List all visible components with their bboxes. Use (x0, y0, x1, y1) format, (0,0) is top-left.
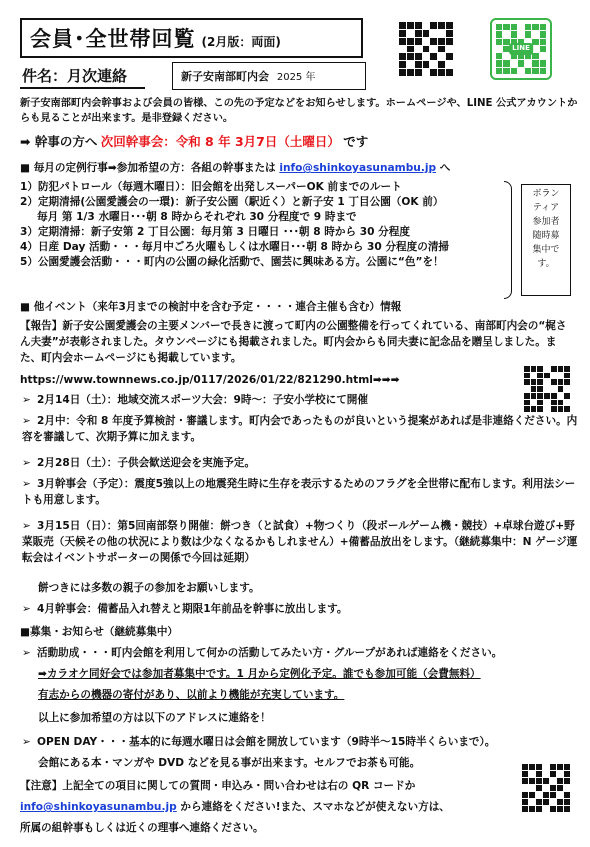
chevron-right-icon: ➢ (22, 647, 31, 659)
news-url[interactable]: https://www.townnews.co.jp/0117/2026/01/22/821290.html➡➡➡ (20, 374, 400, 386)
regular-item: 3）定期清掃：新子安第 2 丁目公園：毎月第 3 日曜日 ･･･朝 8 時から 30 分程度 (20, 226, 410, 239)
document-title: 会員･全世帯回覧 (30, 27, 196, 51)
regular-email-link[interactable]: info@shinkoyasunambu.jp (279, 162, 437, 174)
chevron-right-icon: ➢ (22, 603, 31, 615)
event-item: ➢ 3月15日（日）：第5回南部祭り開催：餅つき（と試食）+物つくり（段ボールゲーム機・競技）+卓球台遊び+野菜販売（天候その他の状況により数は少なくなるかもしれません）+備蓄品放出をします。（継続募集中：N ゲージ運転会はイベントサポーターの関係で今回は延期） (22, 520, 578, 564)
footer-note: 【注意】上記全ての項目に関しての質問・申込み・問い合わせは右の QR コードか (20, 780, 416, 792)
event-item: ➢ 2月中：令和 8 年度予算検討・審議します。町内会であったものが良いという提案があれば是非連絡ください。内容を審議して、次期予算に加えます。 (22, 415, 578, 443)
volunteer-line: 参加者 (532, 216, 560, 227)
recruit-heading: ■募集・お知らせ（継続募集中） (20, 626, 179, 638)
year-label: 2025 年 (276, 72, 316, 83)
regular-item: 2）定期清掃(公園愛護会の一環)：新子安公園（駅近く）と新子安 1 丁目公園（OK 前） (20, 196, 444, 209)
footer-contact (20, 800, 510, 815)
volunteer-line: 随時募 (532, 230, 560, 241)
contact-line: 以上に参加希望の方は以下のアドレスに連絡を！ (38, 712, 271, 724)
volunteer-line: ボラン (532, 189, 560, 199)
regular-item: 毎月 第 1/3 水曜日･･･朝 8 時からそれぞれ 30 分程度で 9 時まで (37, 211, 357, 224)
org-box (172, 62, 366, 90)
regular-item: 1）防犯パトロール（毎週木曜日）：旧会館を出発しスーパーOK 前までのルート (20, 181, 402, 193)
karaoke-notice-2: 有志からの機器の寄付があり、以前より機能が充実しています。 (38, 689, 345, 701)
volunteer-box (521, 184, 571, 296)
chevron-right-icon: ➢ (22, 457, 31, 469)
footer-note-2: から連絡をください!また、スマホなどが使えない方は、 (180, 801, 450, 813)
subject-line: 件名：月次連絡 (20, 65, 145, 89)
volunteer-line: ティア (532, 202, 560, 213)
chevron-right-icon: ➢ (22, 736, 31, 748)
regular-item: 5）公園愛護会活動・・・町内の公園の緑化活動で、園芸に興味ある方。公園に“色”を！ (20, 256, 444, 269)
meeting-prefix: ➡ 幹事の方へ (20, 134, 98, 149)
document-title-box (20, 18, 363, 58)
regular-item: 4）日産 Day 活動・・・毎月中ごろ火曜もしくは水曜日･･･朝 8 時から 30 分程度の清掃 (20, 241, 450, 254)
line-qr-code[interactable] (490, 18, 552, 80)
event-item: ➢ 2月28日（土）：子供会歓送迎会を実施予定。 (22, 456, 582, 471)
volunteer-line: す。 (537, 258, 555, 269)
edition-label: (2月版：両面) (201, 35, 281, 49)
event-item-note: 餅つきには多数の親子の参加をお願いします。 (38, 582, 260, 594)
meeting-notice (20, 133, 580, 151)
chevron-right-icon: ➢ (22, 478, 31, 490)
event-item: ➢ 2月14日（土）：地域交流スポーツ大会：9時～：子安小学校にて開催 (22, 393, 522, 408)
recruit-item: ➢ 活動助成・・・町内会館を利用して何かの活動してみたい方・グループがあれば連絡をください。 (22, 646, 582, 661)
regular-heading (20, 161, 580, 176)
chevron-right-icon: ➢ (22, 394, 31, 406)
brace-decoration (504, 181, 512, 299)
event-item: ➢ 4月幹事会：備蓄品入れ替えと期限1年前品を幹事に放出します。 (22, 602, 582, 617)
event-item: ➢ 3月幹事会（予定）：震度5強以上の地震発生時に生存を表示するためのフラグを全世帯に配布します。利用法シートも用意します。 (22, 478, 576, 506)
news-qr-code[interactable] (520, 362, 574, 416)
contact-qr-code[interactable] (518, 760, 574, 816)
volunteer-line: 集中で (532, 244, 560, 255)
openday-item: ➢ OPEN DAY・・・基本的に毎週水曜日は会館を開放しています（9時半～15時半くらいまで）。 (22, 735, 582, 750)
regular-heading-text: ■ 毎月の定例行事➡参加希望の方：各組の幹事または (20, 162, 276, 174)
karaoke-notice: ➡カラオケ同好会では参加者募集中です。1 月から定例化予定。誰でも参加可能（会費無料） (38, 668, 481, 680)
report-text: 【報告】新子安公園愛護会の主要メンバーで長きに渡って町内の公園整備を行ってくれている、南部町内会の“梶さん夫妻”が表彰されました。タウンページにも掲載されました。町内会からも同夫妻に記念品を贈呈しました。また、町内会ホームページにも掲載しています。 (20, 320, 567, 365)
intro-text: 新子安南部町内会幹事および会員の皆様、この先の予定などをお知らせします。ホームページや、LINE 公式アカウントからも見ることが出来ます。是非登録ください。 (20, 98, 578, 125)
org-name: 新子安南部町内会 (181, 70, 269, 83)
openday-detail: 会館にある本・マンガや DVD などを見る事が出来ます。セルフでお茶も可能。 (38, 757, 421, 769)
footer-email-link[interactable]: info@shinkoyasunambu.jp (20, 801, 177, 813)
meeting-suffix: です (343, 134, 369, 149)
homepage-qr-code[interactable] (395, 18, 457, 80)
chevron-right-icon: ➢ (22, 415, 31, 427)
events-heading: ■ 他イベント（来年3月までの検討中を含む予定・・・・連合主催も含む）情報 (20, 301, 402, 313)
footer-note-3: 所属の組幹事もしくは近くの理事へ連絡ください。 (20, 822, 264, 834)
meeting-date: 次回幹事会：令和 8 年 3月7日（土曜日） (100, 134, 340, 149)
chevron-right-icon: ➢ (22, 520, 31, 532)
line-badge: LINE (509, 43, 533, 55)
regular-heading-end: へ (439, 162, 451, 174)
regular-list (20, 180, 500, 270)
